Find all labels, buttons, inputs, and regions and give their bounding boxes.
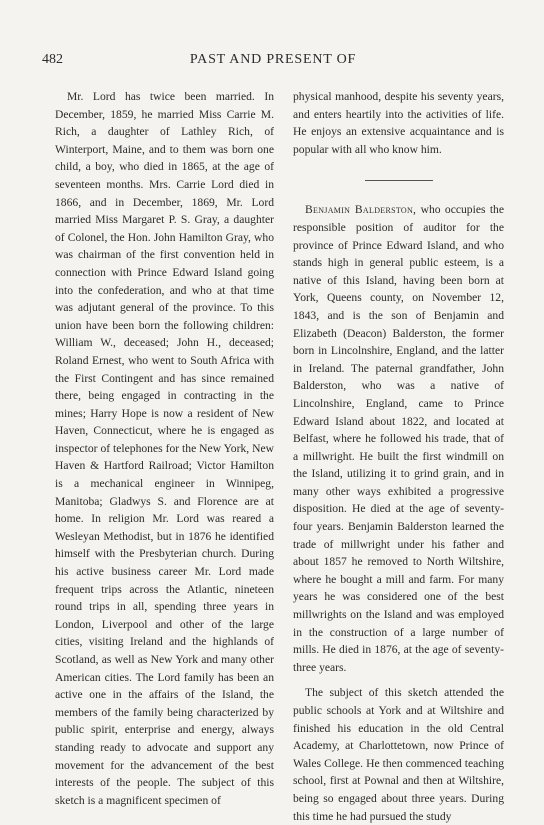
balderston-paragraph [293, 201, 504, 676]
running-title: PAST AND PRESENT OF [189, 52, 357, 67]
education-paragraph: The subject of this sketch attended the public schools at York and at Wiltshire and finished his education in the old Central Academy, at Charlottetown, now Prince of Wales College. He then commenced teaching school, first at Pownal and then at Wiltshire, being so engaged about three years. During this time he had pursued the study [293, 686, 504, 823]
page-header [42, 52, 504, 72]
bio-paragraph-1-text: who occupies the responsible position of auditor for the province of Prince Edward Island, and who stands high in general public esteem, is a native of this Island, having been born at York, Queens county, on November 12, 1843, and is the son of Benjamin and Elizabeth (Deacon) Balderston, the former born in Lincolnshire, England, and the latter in Ireland. The paternal grandfather, John Balderston, who was a native of Lincolnshire, England, came to Prince Edward Island about 1822, and located at Belfast, where he followed his trade, that of a millwright. He built the first windmill on the Island, utilizing it to grind grain, and in many other ways exhibited a progressive disposition. He died at the age of seventy-four years. Benjamin Balderston learned the trade of millwright under his father and about 1857 he removed to North Wiltshire, where he bought a mill and farm. For many years he was considered one of the best millwrights on the Island and was employed in the construction of a large number of mills. He died in 1876, at the age of seventy-three years. [293, 203, 504, 674]
left-column [55, 88, 274, 809]
page-number: 482 [42, 52, 63, 67]
bio-subject-name: Benjamin Balderston, [305, 203, 417, 217]
continuation-paragraph: physical manhood, despite his seventy years, and enters heartily into the activities of life. He enjoys an extensive acquaintance and is popular with all who know him. [293, 90, 504, 156]
right-column [293, 88, 504, 825]
lord-marriage-paragraph: Mr. Lord has twice been married. In December, 1859, he married Miss Carrie M. Rich, a daughter of Lathley Rich, of Winterport, Maine, and to them was born one child, a boy, who died in 1865, at the age of seventeen months. Mrs. Carrie Lord died in 1866, and in December, 1869, Mr. Lord married Miss Margaret P. S. Gray, a daughter of Colonel, the Hon. John Hamilton Gray, who was chairman of the first convention held in connection with Prince Edward Island going into the confederation, and who at that time was adjutant general of the province. To this union have been born the following children: William W., deceased; John H., deceased; Roland Ernest, who went to South Africa with the First Contingent and has since remained there, being engaged in contracting in the mines; Harry Hope is now a resident of New Haven, Connecticut, where he is engaged as inspector of telephones for the New York, New Haven & Hartford Railroad; Victor Hamilton is a mechanical engineer in Winnipeg, Manitoba; Gladwys S. and Florence are at home. In religion Mr. Lord was reared a Wesleyan Methodist, but in 1876 he identified himself with the Presbyterian church. During his active business career Mr. Lord made frequent trips across the Atlantic, nineteen round trips in all, spending three years in London, Liverpool and other of the large cities, visiting Ireland and the highlands of Scotland, as well as New York and many other American cities. The Lord family has been an active one in the affairs of the Island, the members of the family being characterized by public spirit, enterprise and energy, always standing ready to advocate and support any movement for the advancement of the best interests of the people. The subject of this sketch is a magnificent specimen of [55, 90, 274, 807]
paragraph-gap [293, 676, 504, 684]
section-divider [365, 180, 433, 181]
